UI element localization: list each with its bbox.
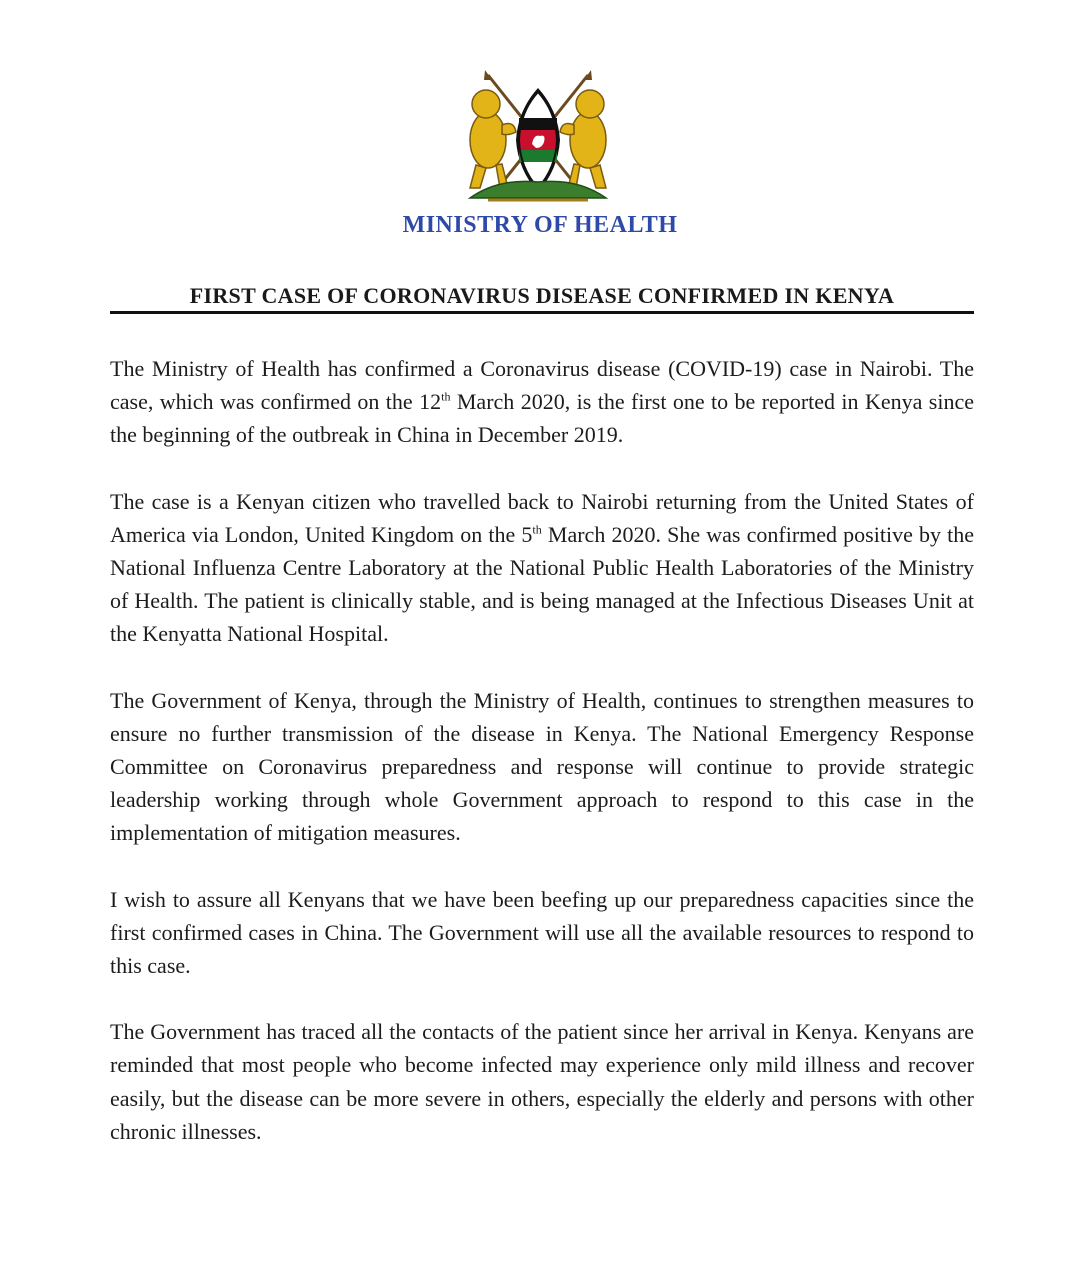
press-release-headline: FIRST CASE OF CORONAVIRUS DISEASE CONFIRMED IN KENYA: [189, 283, 895, 308]
paragraph-4: I wish to assure all Kenyans that we have been beefing up our preparedness capacities since the first confirmed cases in China. The Government will use all the available resources to respond to this case.: [110, 886, 974, 979]
paragraph-1-text-b: March 2020, is the first one to be reported in Kenya since the beginning of the outbreak in China in December 2019.: [110, 389, 974, 448]
ministry-name: MINISTRY OF HEALTH: [402, 212, 678, 238]
paragraph-2-text-b: March 2020. She was confirmed positive by the National Influenza Centre Laboratory at the National Public Health Laboratories of the Ministry of Health. The patient is clinically stable, and is being managed at the Infectious Diseases Unit at the Kenyatta National Hospital.: [110, 521, 974, 647]
paragraph-2: [110, 485, 974, 651]
paragraph-2-text-a: The case is a Kenyan citizen who travelled back to Nairobi returning from the United States of America via London, United Kingdom on the 5: [110, 488, 974, 547]
paragraph-1: [110, 352, 974, 452]
paragraph-3: The Government of Kenya, through the Ministry of Health, continues to strengthen measures to ensure no further transmission of the disease in Kenya. The National Emergency Response Committee on Coronavirus preparedness and response will continue to provide strategic leadership working through whole Government approach to respond to this case in the implementation of mitigation measures.: [110, 687, 974, 846]
kenya-coat-of-arms-icon: [458, 70, 618, 205]
ordinal-suffix: th: [532, 522, 542, 537]
press-release-body: [110, 352, 974, 1181]
paragraph-1-text-a: The Ministry of Health has confirmed a Coronavirus disease (COVID-19) case in Nairobi. The case, which was confirmed on the 12: [110, 356, 974, 415]
paragraph-5: The Government has traced all the contacts of the patient since her arrival in Kenya. Kenyans are reminded that most people who become infected may experience only mild illness and recover easily, but the disease can be more severe in others, especially the elderly and persons with other chronic illnesses.: [110, 1019, 974, 1144]
ordinal-suffix: th: [441, 389, 451, 404]
headline-underline: [110, 311, 974, 314]
